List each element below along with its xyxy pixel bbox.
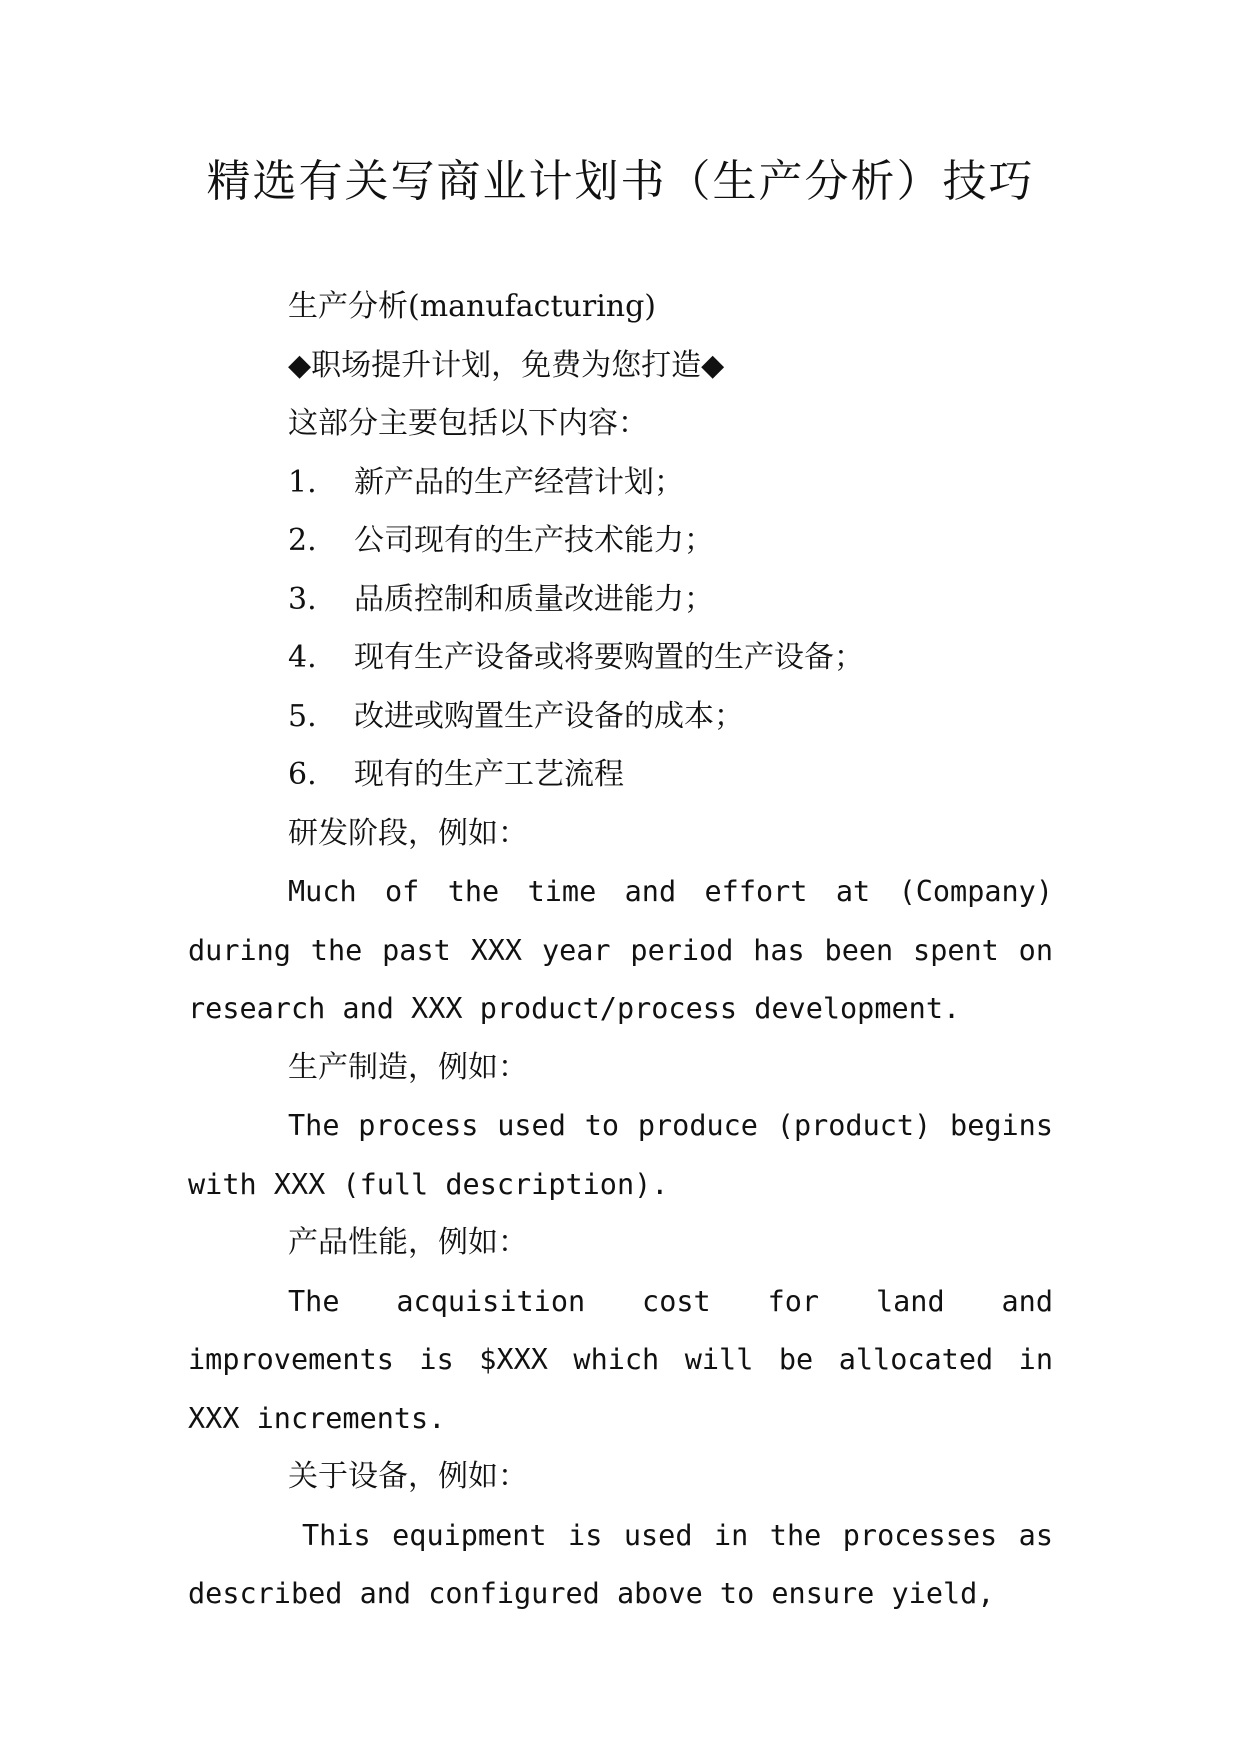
list-item-number: 4. xyxy=(288,640,317,675)
list-item xyxy=(188,629,1053,688)
example-paragraph-performance: The acquisition cost for land and improvements is $XXX which will be allocated in XXX increments. xyxy=(188,1284,1053,1435)
section-label-rd: 研发阶段，例如： xyxy=(288,815,528,851)
list-item-number: 1. xyxy=(288,464,317,500)
section-heading: 生产分析(manufacturing) xyxy=(288,289,657,324)
list-item-number: 3. xyxy=(288,581,317,617)
intro-text: 这部分主要包括以下内容： xyxy=(288,406,648,441)
example-paragraph-equipment: This equipment is used in the processes as described and configured above to ensure yield, xyxy=(188,1518,1053,1610)
list-item-number: 6. xyxy=(288,757,317,792)
example-paragraph-manufacturing: The process used to produce (product) begins with XXX (full description). xyxy=(188,1109,1053,1201)
section-label-equipment: 关于设备，例如： xyxy=(288,1459,528,1494)
list-item-number: 2. xyxy=(288,523,317,558)
content-list xyxy=(188,454,1053,805)
document-body xyxy=(188,278,1053,1624)
section-label-performance: 产品性能，例如： xyxy=(288,1225,528,1260)
example-paragraph-rd: Much of the time and effort at (Company) during the past XXX year period has been spent on research and XXX product/process development. xyxy=(188,875,1053,1025)
list-item xyxy=(188,454,1053,513)
list-item-text: 新产品的生产经营计划； xyxy=(354,464,684,500)
list-item xyxy=(188,512,1053,571)
section-label-manufacturing: 生产制造，例如： xyxy=(288,1049,528,1085)
list-item xyxy=(188,688,1053,747)
list-item-text: 改进或购置生产设备的成本； xyxy=(354,698,744,734)
promo-banner: ◆职场提升计划，免费为您打造◆ xyxy=(288,347,725,383)
list-item-text: 现有的生产工艺流程 xyxy=(354,757,624,792)
list-item-text: 公司现有的生产技术能力； xyxy=(354,523,714,558)
list-item-text: 品质控制和质量改进能力； xyxy=(354,581,714,617)
list-item xyxy=(188,571,1053,630)
list-item-text: 现有生产设备或将要购置的生产设备； xyxy=(354,640,864,675)
list-item-number: 5. xyxy=(288,698,317,734)
list-item xyxy=(188,746,1053,805)
document-title: 精选有关写商业计划书（生产分析）技巧 xyxy=(206,156,1035,207)
